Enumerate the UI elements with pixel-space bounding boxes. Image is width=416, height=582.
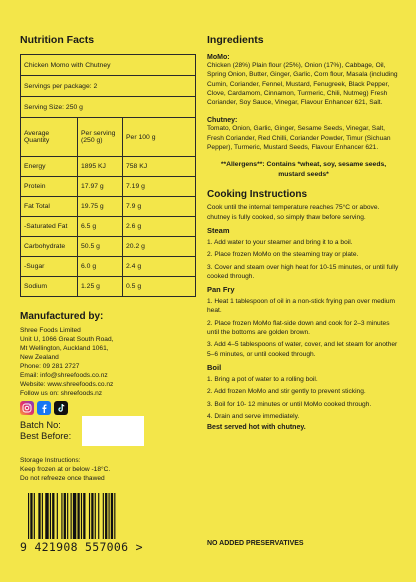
batch-print-box (82, 416, 144, 446)
per-100g-value: 0.5 g (123, 277, 196, 297)
address-line: New Zealand (20, 354, 59, 361)
barcode-digits: 9 421908 557006 > (20, 540, 143, 554)
barcode-bar (73, 493, 76, 539)
barcode-bar (111, 493, 113, 539)
per-100g-value: 7.9 g (123, 197, 196, 217)
per-100g-value: 20.2 g (123, 237, 196, 257)
per-100g-value: 7.19 g (123, 177, 196, 197)
boil-heading: Boil (207, 362, 222, 372)
per-serving-value: 50.5 g (78, 237, 123, 257)
boil-step: 2. Add frozen MoMo and stir gently to prevent sticking. (207, 388, 366, 396)
barcode-bar (77, 493, 79, 539)
barcode-bar (71, 493, 72, 539)
best-before-label: Best Before: (20, 431, 72, 441)
per-serving-value: 6.0 g (78, 257, 123, 277)
steam-heading: Steam (207, 225, 230, 235)
barcode-bar (67, 493, 68, 539)
steam-step: 1. Add water to your steamer and bring it to a boil. (207, 238, 353, 246)
allergen-statement: **Allergens**: Contains *wheat, soy, sesame seeds, mustard seeds* (220, 161, 387, 178)
steam-step: 3. Cover and steam over high heat for 10-15 minutes, or until fully cooked through. (207, 263, 399, 280)
cooking-title: Cooking Instructions (207, 189, 307, 201)
website: Website: www.shreefoods.co.nz (20, 381, 114, 388)
nutrient-name: Protein (21, 177, 78, 197)
steam-step: 2. Place frozen MoMo on the steaming tray or plate. (207, 251, 359, 259)
per-serving-value: 17.97 g (78, 177, 123, 197)
storage-line: Keep frozen at or below -18°C. (20, 466, 111, 473)
address-line: Unit U, 1066 Great South Road, (20, 336, 114, 343)
table-row (21, 277, 196, 297)
header-quantity: Average Quantity (21, 118, 78, 157)
per-serving-value: 1895 KJ (78, 157, 123, 177)
barcode-bar (95, 493, 96, 539)
barcode-bar (30, 493, 32, 539)
header-per-serving: Per serving (250 g) (78, 118, 123, 157)
momo-ingredients: Chicken (28%) Plain flour (25%), Onion (17%), Cabbage, Oil, Spring Onion, Butter, Ginger, Garlic, Corn flour, Masala (including Cumin, Coriander, Fennel, Mustard, Fenugreek, Black Pepper, Clove, Cardamom, Cinnamon, Turmeric, Chili, Nutmeg) Fresh Coriander, Soy Sauce, Vinegar, Flavour Enhancer 621, Salt. (207, 62, 398, 107)
barcode-bar (61, 493, 62, 539)
email: Email: info@shreefoods.co.nz (20, 372, 108, 379)
per-100g-value: 758 KJ (123, 157, 196, 177)
instagram-icon[interactable] (20, 401, 34, 415)
social-icons (20, 401, 196, 415)
barcode-bar (64, 493, 66, 539)
barcode-bar (34, 493, 35, 539)
right-column (207, 34, 400, 431)
batch-section (20, 420, 196, 454)
nutrient-name: Sodium (21, 277, 78, 297)
table-row (21, 237, 196, 257)
barcode-bar (114, 493, 115, 539)
barcode-bar (91, 493, 93, 539)
table-row (21, 217, 196, 237)
boil-step: 3. Boil for 10- 12 minutes or until MoMo cooked through. (207, 400, 372, 408)
manufacturer-title: Manufactured by: (20, 311, 104, 322)
pan-fry-step: 2. Place frozen MoMo flat-side down and cook for 2–3 minutes until the bottoms are golden brown. (207, 319, 390, 337)
serving-size: Serving Size: 250 g (21, 97, 196, 118)
boil-step: 1. Bring a pot of water to a rolling boil. (207, 375, 318, 383)
barcode-bar (42, 493, 43, 539)
barcode-bar (28, 493, 29, 539)
table-row (21, 197, 196, 217)
follow-us: Follow us on: shreefoods.nz (20, 390, 103, 397)
chutney-label: Chutney: (207, 117, 238, 125)
chutney-ingredients: Tomato, Onion, Garlic, Ginger, Sesame Seeds, Vinegar, Salt, Fresh Coriander, Red Chilli, Coriander Powder, Timur (Sichuan Pepper), Turmeric, Mustard Seeds, Flavour Enhancer 621. (207, 125, 391, 152)
phone: Phone: 09 281 2727 (20, 363, 80, 370)
address-line: Mt Wellington, Auckland 1061, (20, 345, 109, 352)
per-serving-value: 1.25 g (78, 277, 123, 297)
barcode-bar (89, 493, 90, 539)
left-column (20, 34, 196, 483)
nutrient-name: -Saturated Fat (21, 217, 78, 237)
pan-fry-step: 1. Heat 1 tablespoon of oil in a non-stick frying pan over medium heat. (207, 298, 396, 315)
barcode-bar (103, 493, 104, 539)
barcode-bar (81, 493, 82, 539)
header-per-100g: Per 100 g (123, 118, 196, 157)
product-name: Chicken Momo with Chutney (21, 55, 196, 76)
per-serving-value: 19.75 g (78, 197, 123, 217)
barcode-bar (57, 493, 58, 539)
nutrient-name: Fat Total (21, 197, 78, 217)
storage-instructions (20, 456, 196, 483)
boil-step: 4. Drain and serve immediately. (207, 412, 300, 420)
per-serving-value: 6.5 g (78, 217, 123, 237)
nutrient-name: Energy (21, 157, 78, 177)
barcode-bar (45, 493, 48, 539)
manufacturer-info (20, 326, 196, 398)
pan-fry-heading: Pan Fry (207, 285, 235, 295)
nutrient-name: -Sugar (21, 257, 78, 277)
ingredients-title: Ingredients (207, 34, 264, 46)
table-row (21, 257, 196, 277)
barcode-bar (83, 493, 85, 539)
barcode-bar (50, 493, 51, 539)
tiktok-icon[interactable] (54, 401, 68, 415)
nutrient-name: Carbohydrate (21, 237, 78, 257)
nutrition-table (20, 54, 196, 297)
barcode-bar (38, 493, 40, 539)
serving-suggestion: Best served hot with chutney. (207, 424, 306, 432)
storage-title: Storage Instructions: (20, 457, 81, 464)
per-100g-value: 2.6 g (123, 217, 196, 237)
company-name: Shree Foods Limited (20, 327, 81, 334)
barcode-bar (52, 493, 54, 539)
table-row (21, 157, 196, 177)
no-preservatives: NO ADDED PRESERVATIVES (207, 540, 304, 547)
barcode-bar (98, 493, 99, 539)
facebook-icon[interactable] (37, 401, 51, 415)
barcode-bar (109, 493, 110, 539)
nutrition-title: Nutrition Facts (20, 34, 95, 46)
servings-per-package: Servings per package: 2 (21, 76, 196, 97)
momo-label: MoMo: (207, 54, 230, 61)
per-100g-value: 2.4 g (123, 257, 196, 277)
storage-line: Do not refreeze once thawed (20, 475, 105, 482)
barcode-bar (105, 493, 107, 539)
cooking-intro: chutney is fully cooked, so simply thaw before serving. (207, 213, 366, 221)
cooking-intro: Cook until the internal temperature reaches 75°C or above. (207, 204, 380, 212)
batch-no-label: Batch No: (20, 420, 61, 430)
table-row (21, 177, 196, 197)
pan-fry-step: 3. Add 4–5 tablespoons of water, cover, and let steam for another 5–6 minutes, or until cooked through. (207, 341, 398, 358)
